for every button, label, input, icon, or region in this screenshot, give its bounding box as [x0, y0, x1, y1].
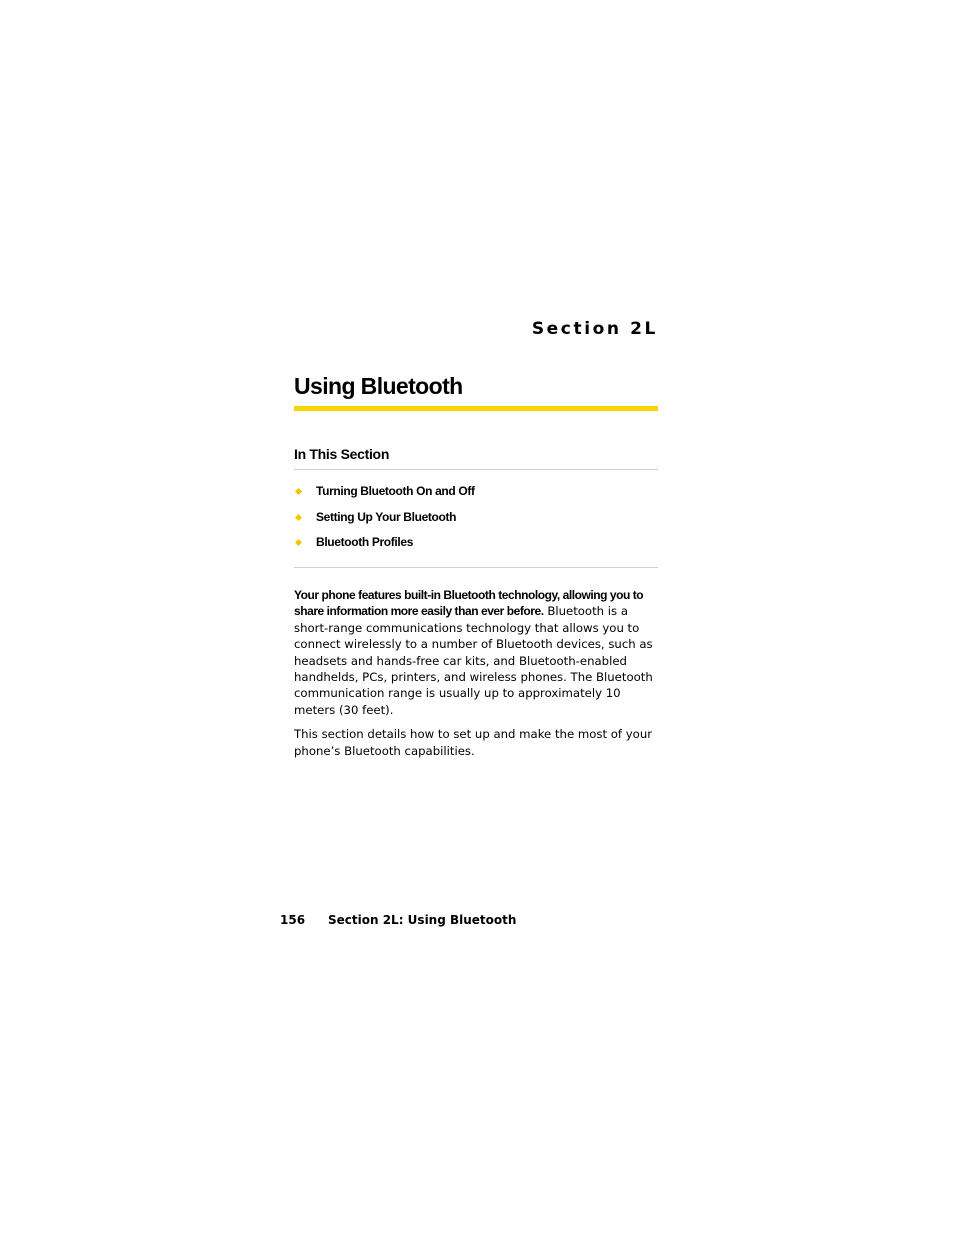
list-item[interactable] [294, 482, 475, 508]
list-item-label: Setting Up Your Bluetooth [316, 509, 457, 524]
list-item-label: Bluetooth Profiles [316, 535, 414, 549]
page-number: 156 [280, 913, 306, 927]
running-title: Section 2L: Using Bluetooth [328, 913, 517, 927]
section-label: Section 2L [531, 319, 658, 339]
section-contents-list [294, 482, 475, 559]
page-footer [280, 911, 516, 929]
in-this-section-heading: In This Section [294, 446, 390, 462]
diamond-bullet-icon [295, 539, 302, 546]
divider-bottom [294, 567, 658, 568]
body-text [294, 587, 656, 767]
title-underline [294, 406, 658, 411]
diamond-bullet-icon [295, 513, 302, 520]
page-title: Using Bluetooth [294, 373, 463, 399]
intro-paragraph-rest: Bluetooth is a short-range communications technology that allows you to connect wirelessly to a number of Bluetooth devices, such as headsets and hands-free car kits, and Bluetooth-enabled handhelds, PCs, printers, and wireless phones. The Bluetooth communication range is usually up to approximately 10 meters (30 feet). [294, 604, 653, 717]
diamond-bullet-icon [295, 488, 302, 495]
intro-paragraph [294, 587, 656, 718]
list-item-label: Turning Bluetooth On and Off [316, 484, 475, 498]
lead-sentence: Your phone features built-in Bluetooth technology, allowing you to share information more easily than ever before. [294, 588, 644, 619]
list-item[interactable] [294, 508, 475, 534]
list-item[interactable] [294, 533, 475, 559]
details-paragraph: This section details how to set up and make the most of your phone’s Bluetooth capabilities. [294, 727, 653, 758]
divider-top [294, 469, 658, 470]
